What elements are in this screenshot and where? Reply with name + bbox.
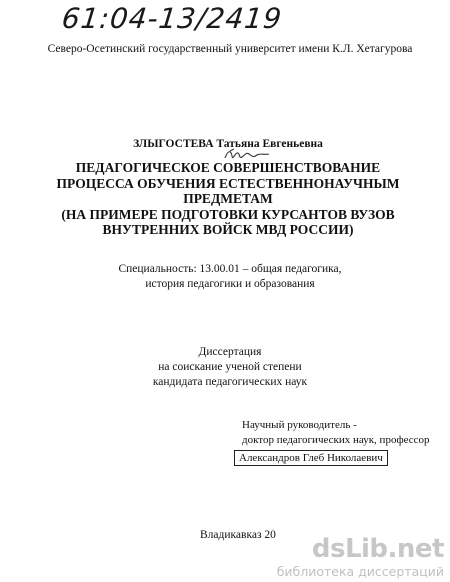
title-line: ВНУТРЕННИХ ВОЙСК МВД РОССИИ) (102, 222, 354, 237)
title-line: ПРЕДМЕТАМ (183, 191, 273, 206)
city-year: Владикавказ 20 (200, 529, 276, 541)
advisor-line: доктор педагогических наук, профессор (242, 434, 430, 446)
watermark-subtitle: библиотека диссертаций (276, 564, 444, 579)
advisor-block (242, 418, 430, 448)
author-name: ЗЛЫГОСТЕВА Татьяна Евгеньевна (133, 138, 323, 150)
specialty-line: Специальность: 13.00.01 – общая педагогика, (118, 263, 342, 275)
title-line: ПЕДАГОГИЧЕСКОЕ СОВЕРШЕНСТВОВАНИЕ (75, 160, 381, 175)
watermark[interactable] (277, 536, 444, 579)
degree-line: Диссертация (198, 346, 262, 358)
advisor-name: Александров Глеб Николаевич (234, 450, 388, 466)
handwritten-catalog-number: 61:04-13/2419 (60, 2, 284, 35)
title-line: ПРОЦЕССА ОБУЧЕНИЯ ЕСТЕСТВЕННОНАУЧНЫМ (56, 175, 400, 191)
dissertation-title (0, 160, 450, 238)
specialty-line: история педагогики и образования (145, 278, 315, 290)
watermark-brand: dsLib.net (311, 534, 444, 564)
university-name: Северо-Осетинский государственный университет имени К.Л. Хетагурова (47, 43, 413, 55)
degree-line: кандидата педагогических наук (152, 376, 308, 388)
title-line: (НА ПРИМЕРЕ ПОДГОТОВКИ КУРСАНТОВ ВУЗОВ (61, 206, 395, 222)
advisor-line: Научный руководитель - (242, 419, 357, 431)
degree-line: на соискание ученой степени (158, 361, 302, 373)
degree-block (0, 345, 450, 390)
specialty-block (0, 262, 450, 292)
